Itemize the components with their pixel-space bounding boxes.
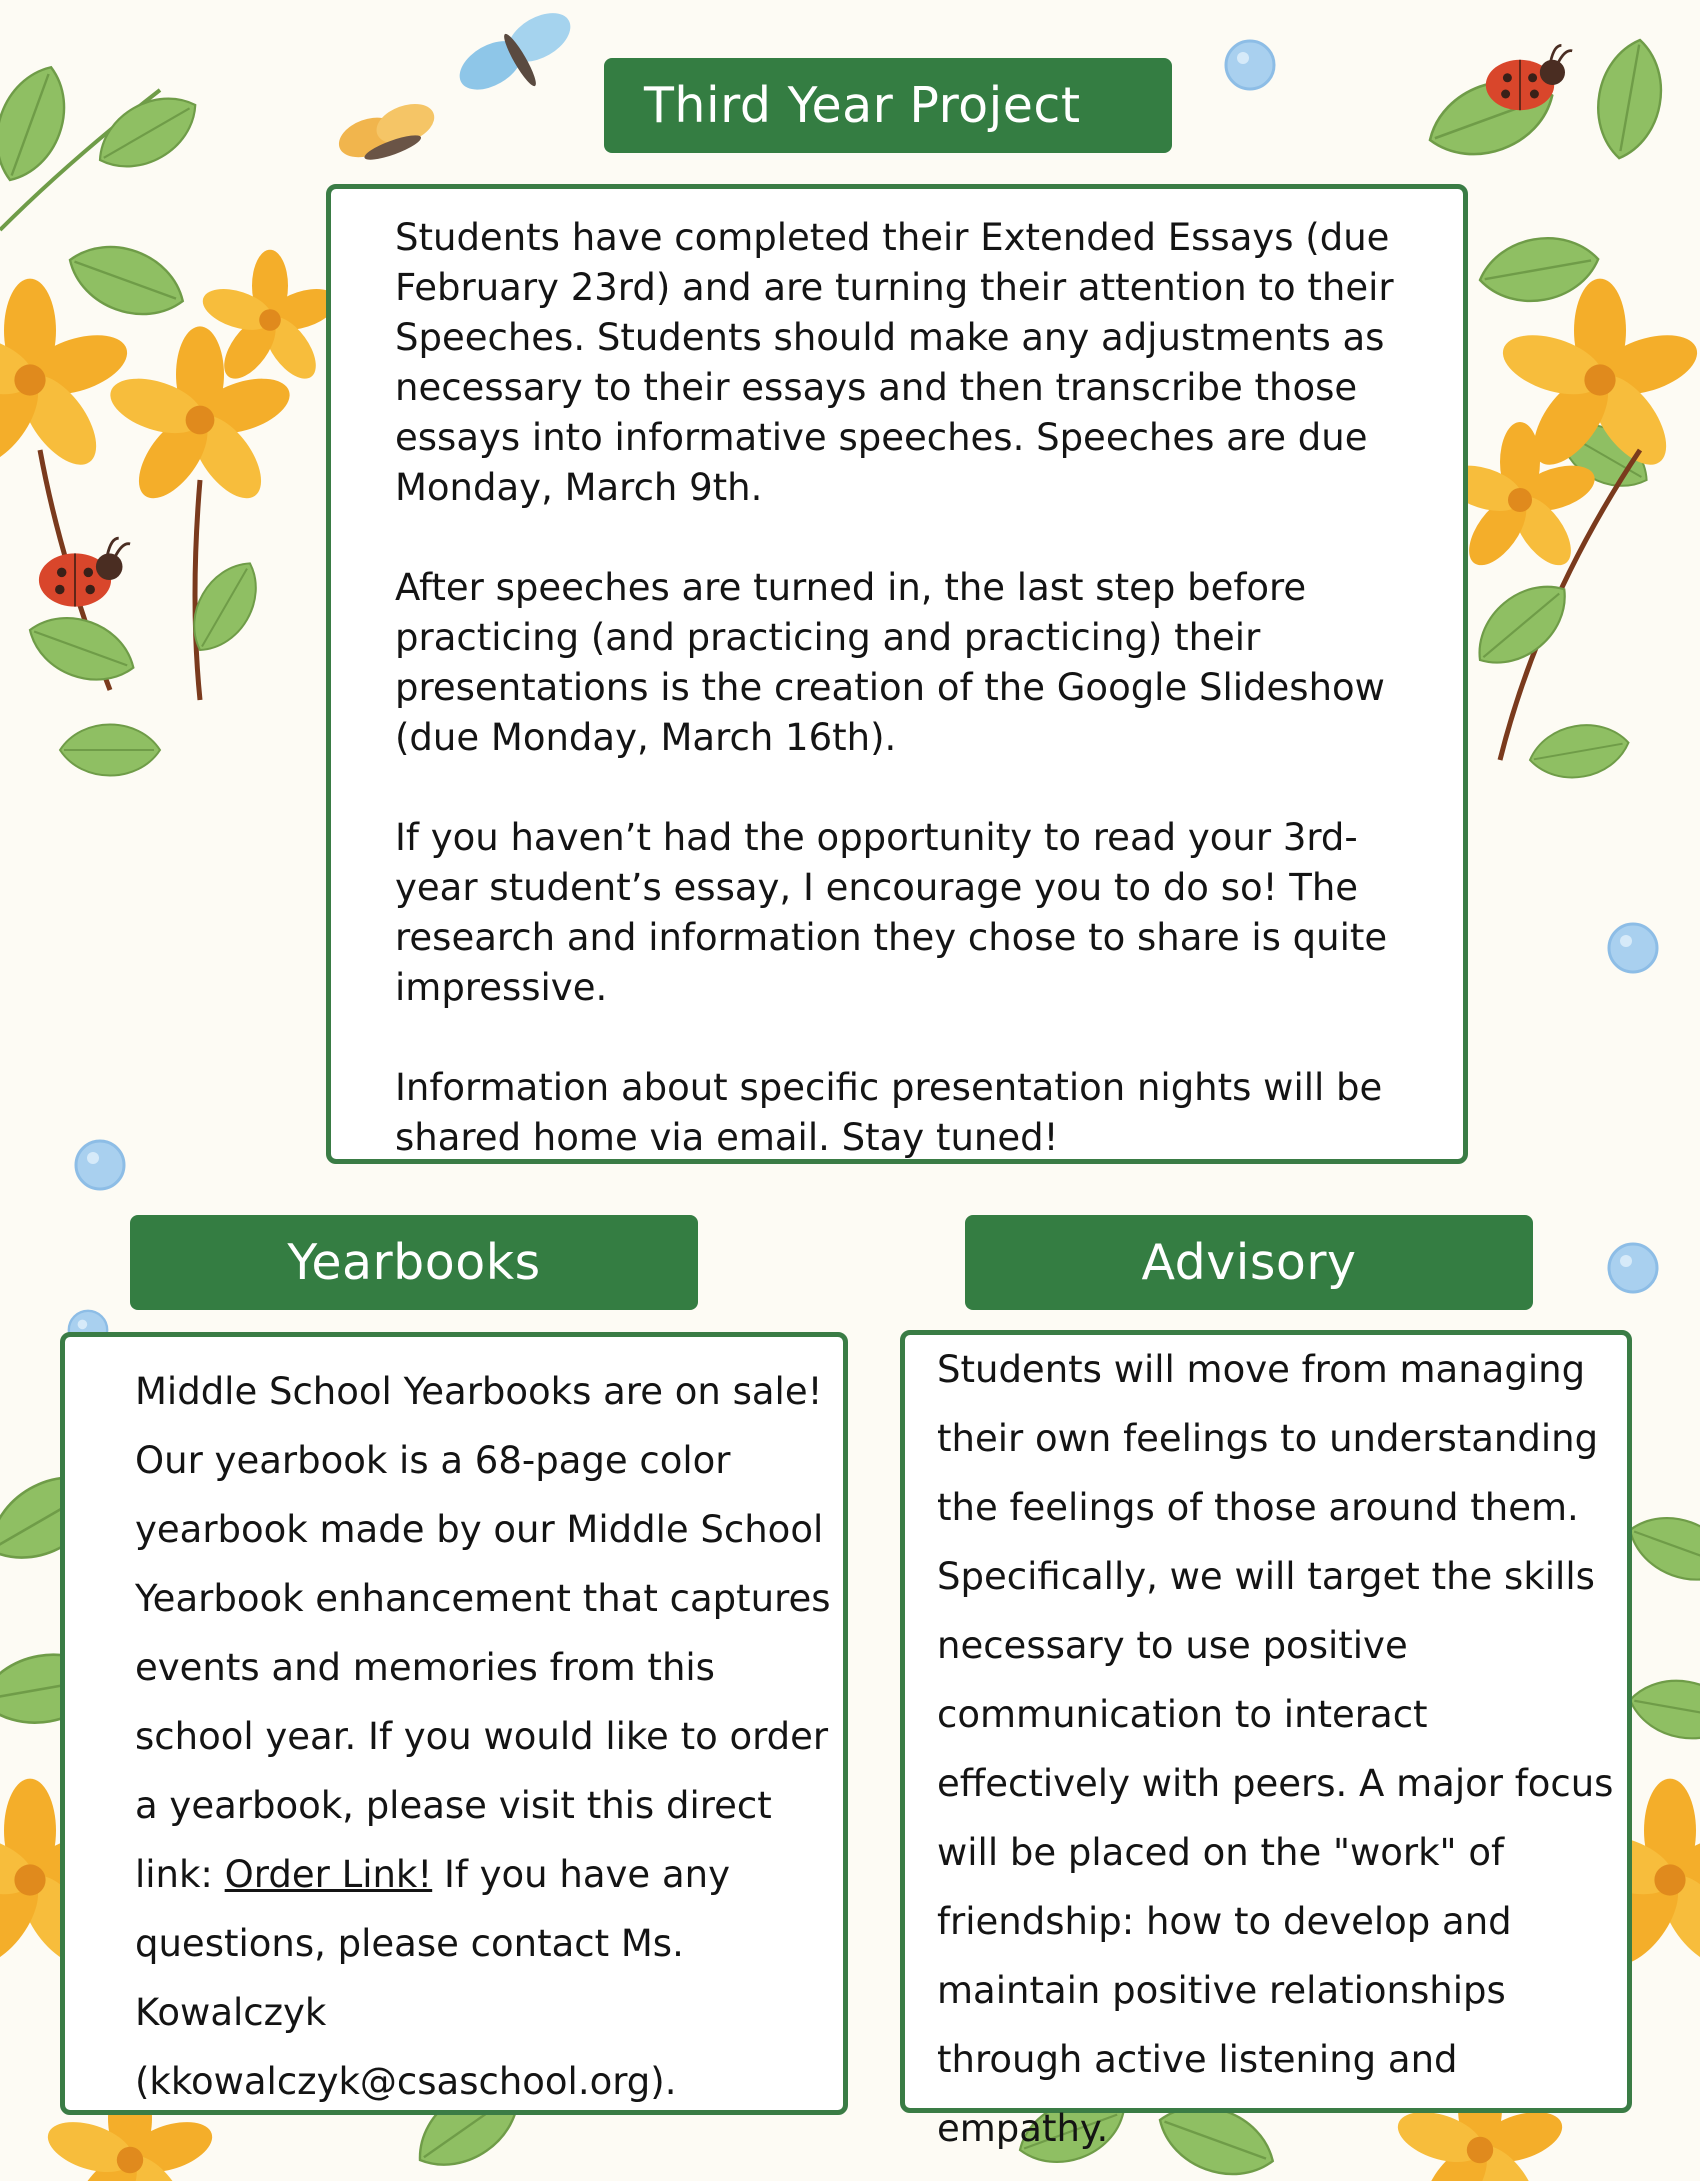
- yearbooks-text-after-link: If you have any questions, please contact Ms. Kowalczyk (kkowalczyk@csaschool.org).: [135, 1853, 730, 2103]
- third-year-project-box: [326, 184, 1468, 1164]
- advisory-text: Students will move from managing their own feelings to understanding the feelings of those around them. Specifically, we will target the skills necessary to use positive communication to interact effectively with peers. A major focus will be placed on the "work" of friendship: how to develop and maintain positive relationships through active listening and empathy.: [937, 1348, 1614, 2150]
- yearbooks-text-before-link: Middle School Yearbooks are on sale! Our yearbook is a 68-page color yearbook made by our Middle School Yearbook enhancement that captures events and memories from this school year. If you would like to order a yearbook, please visit this direct link:: [135, 1370, 831, 1896]
- third-year-project-paragraph-3: If you haven’t had the opportunity to read your 3rd-year student’s essay, I encourage you to do so! The research and information they chose to share is quite impressive.: [395, 816, 1388, 1009]
- advisory-heading-text: Advisory: [1141, 1234, 1357, 1291]
- yearbooks-heading: [130, 1215, 698, 1310]
- yearbooks-heading-text: Yearbooks: [287, 1234, 541, 1291]
- advisory-heading: [965, 1215, 1533, 1310]
- advisory-box: [900, 1330, 1632, 2150]
- third-year-project-paragraph-4: Information about specific presentation nights will be shared home via email. Stay tuned!: [395, 1066, 1383, 1159]
- yearbooks-box: [60, 1332, 848, 2115]
- order-link[interactable]: Order Link!: [224, 1853, 433, 1896]
- third-year-project-heading: [604, 58, 1172, 153]
- third-year-project-paragraph-2: After speeches are turned in, the last step before practicing (and practicing and practicing) their presentations is the creation of the Google Slideshow (due Monday, March 16th).: [395, 566, 1385, 759]
- third-year-project-paragraph-1: Students have completed their Extended Essays (due February 23rd) and are turning their attention to their Speeches. Students should make any adjustments as necessary to their essays and then transcribe those essays into informative speeches. Speeches are due Monday, March 9th.: [395, 216, 1394, 509]
- third-year-project-heading-text: Third Year Project: [644, 77, 1081, 134]
- yearbooks-text: [135, 1357, 833, 2116]
